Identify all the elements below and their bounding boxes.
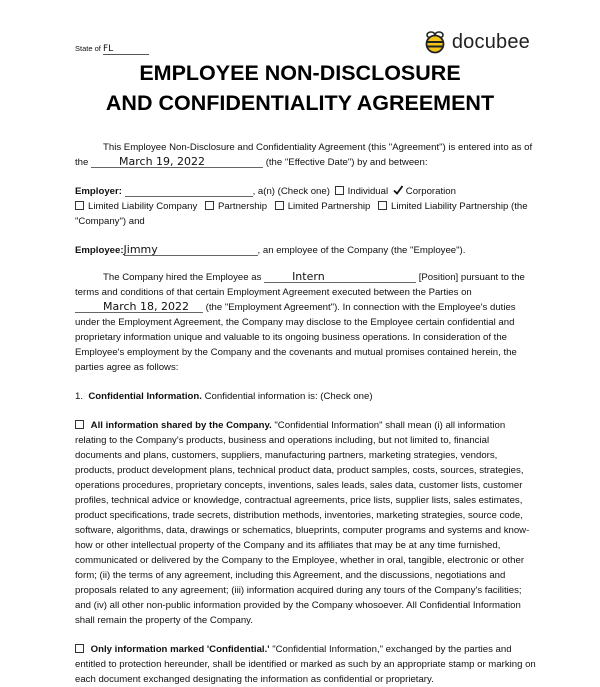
checkbox-llc[interactable] xyxy=(75,201,84,210)
option-corporation-label: Corporation xyxy=(405,186,456,197)
option-lp-label: Limited Partnership xyxy=(287,201,371,212)
effective-date-field[interactable]: March 19, 2022 xyxy=(91,156,263,168)
option-marked-heading: Only information marked 'Confidential.' xyxy=(90,644,270,655)
checkbox-only-marked[interactable] xyxy=(75,644,84,653)
state-field xyxy=(75,44,149,55)
hire-paragraph xyxy=(75,270,537,375)
intro-text-1: This Employee Non-Disclosure and Confidentiality Agreement (this "Agreement") is entered into as of the xyxy=(75,142,533,168)
state-label: State of xyxy=(75,44,101,53)
employer-paragraph xyxy=(75,184,537,229)
employer-label: Employer: xyxy=(75,186,122,197)
section-1-number: 1. xyxy=(75,391,84,402)
employer-name-field[interactable] xyxy=(125,185,253,197)
employment-date-field[interactable]: March 18, 2022 xyxy=(75,301,203,313)
option-individual-label: Individual xyxy=(347,186,389,197)
option-llp-label: Limited Liability Partnership xyxy=(391,201,509,212)
option-partnership-label: Partnership xyxy=(217,201,268,212)
checkbox-llp[interactable] xyxy=(378,201,387,210)
bee-icon xyxy=(422,30,448,54)
checkbox-partnership[interactable] xyxy=(205,201,214,210)
position-field[interactable]: Intern xyxy=(264,271,416,283)
title-line-1: EMPLOYEE NON-DISCLOSURE xyxy=(139,61,461,85)
option-marked-paragraph xyxy=(75,642,537,687)
employee-name-field[interactable]: Jimmy xyxy=(124,244,258,256)
intro-text-2: (the "Effective Date") by and between: xyxy=(265,157,428,168)
option-all-text: "Confidential Information" shall mean (i) all information relating to the Company's products, business and operations including, but not limited to, financial documents and plans, customers, suppliers, manufacturing partners, marketing strategies, vendors, products, product development plans, technical product data, product samples, costs, sources, strategies, operations procedures, proprietary concepts, inventions, sales leads, sales data, customer lists, customer profiles, technical advice or knowledge, contractual agreements, price lists, supplier lists, sales estimates, product specifications, trade secrets, distribution methods, inventories, marketing strategies, source code, software, algorithms, data, drawings or schematics, blueprints, computer programs and systems and know-how or other intellectual property of the Company and its affiliates that may be at any time furnished, communicated or delivered by the Company to the Employee, whether in oral, tangible, electronic or other form; (ii) the terms of any agreement, including this Agreement, and the discussions, negotiations and proposals related to any agreement; (iii) information acquired during any tours of the Company's facilities; and (iv) all other non-public information provided by the Company whosoever. All Confidential Information shall remain the property of the Company. xyxy=(75,420,530,626)
brand-name: docubee xyxy=(451,30,530,53)
employee-suffix: , an employee of the Company (the "Employee"). xyxy=(257,245,466,256)
option-all-heading: All information shared by the Company. xyxy=(90,420,272,431)
employee-label: Employee: xyxy=(75,245,124,256)
employer-check-one: , a(n) (Check one) xyxy=(252,186,330,197)
intro-paragraph xyxy=(75,140,537,170)
section-1-title: Confidential Information. xyxy=(88,391,202,402)
option-all-info-paragraph xyxy=(75,418,537,628)
hire-text-3: (the "Employment Agreement"). In connection with the Employee's duties under the Employment Agreement, the Company may disclose to the Employee certain confidential and proprietary information unique and valuable to its ongoing business operations. In consideration of the Employee's employment by the Company and the covenants and mutual promises contained herein, the parties agree as follows: xyxy=(75,302,517,373)
section-1-heading xyxy=(75,389,537,404)
hire-text-1: The Company hired the Employee as xyxy=(103,272,262,283)
option-llc-label: Limited Liability Company xyxy=(88,201,198,212)
option-marked-text: "Confidential Information," exchanged by the parties and entitled to protection hereunder, shall be identified or marked as such by an appropriate stamp or marking on each document exchanged designating the information as confidential or proprietary. xyxy=(75,644,536,685)
agreement-body xyxy=(75,140,537,687)
state-input[interactable]: FL xyxy=(103,45,149,55)
checkbox-individual[interactable] xyxy=(335,186,344,195)
employee-paragraph xyxy=(75,243,537,258)
page-title xyxy=(0,58,600,118)
section-1-text: Confidential information is: (Check one) xyxy=(204,391,373,402)
title-line-2: AND CONFIDENTIALITY AGREEMENT xyxy=(105,91,495,115)
checkbox-all-information[interactable] xyxy=(75,420,84,429)
checkbox-limited-partnership[interactable] xyxy=(275,201,284,210)
employer-suffix: (the "Company") and xyxy=(75,201,528,227)
checkbox-corporation-checked-icon[interactable] xyxy=(393,185,403,195)
docubee-logo xyxy=(422,30,530,54)
hire-text-2: [Position] pursuant to the terms and conditions of that certain Employment Agreement executed between the Parties on xyxy=(75,272,525,298)
